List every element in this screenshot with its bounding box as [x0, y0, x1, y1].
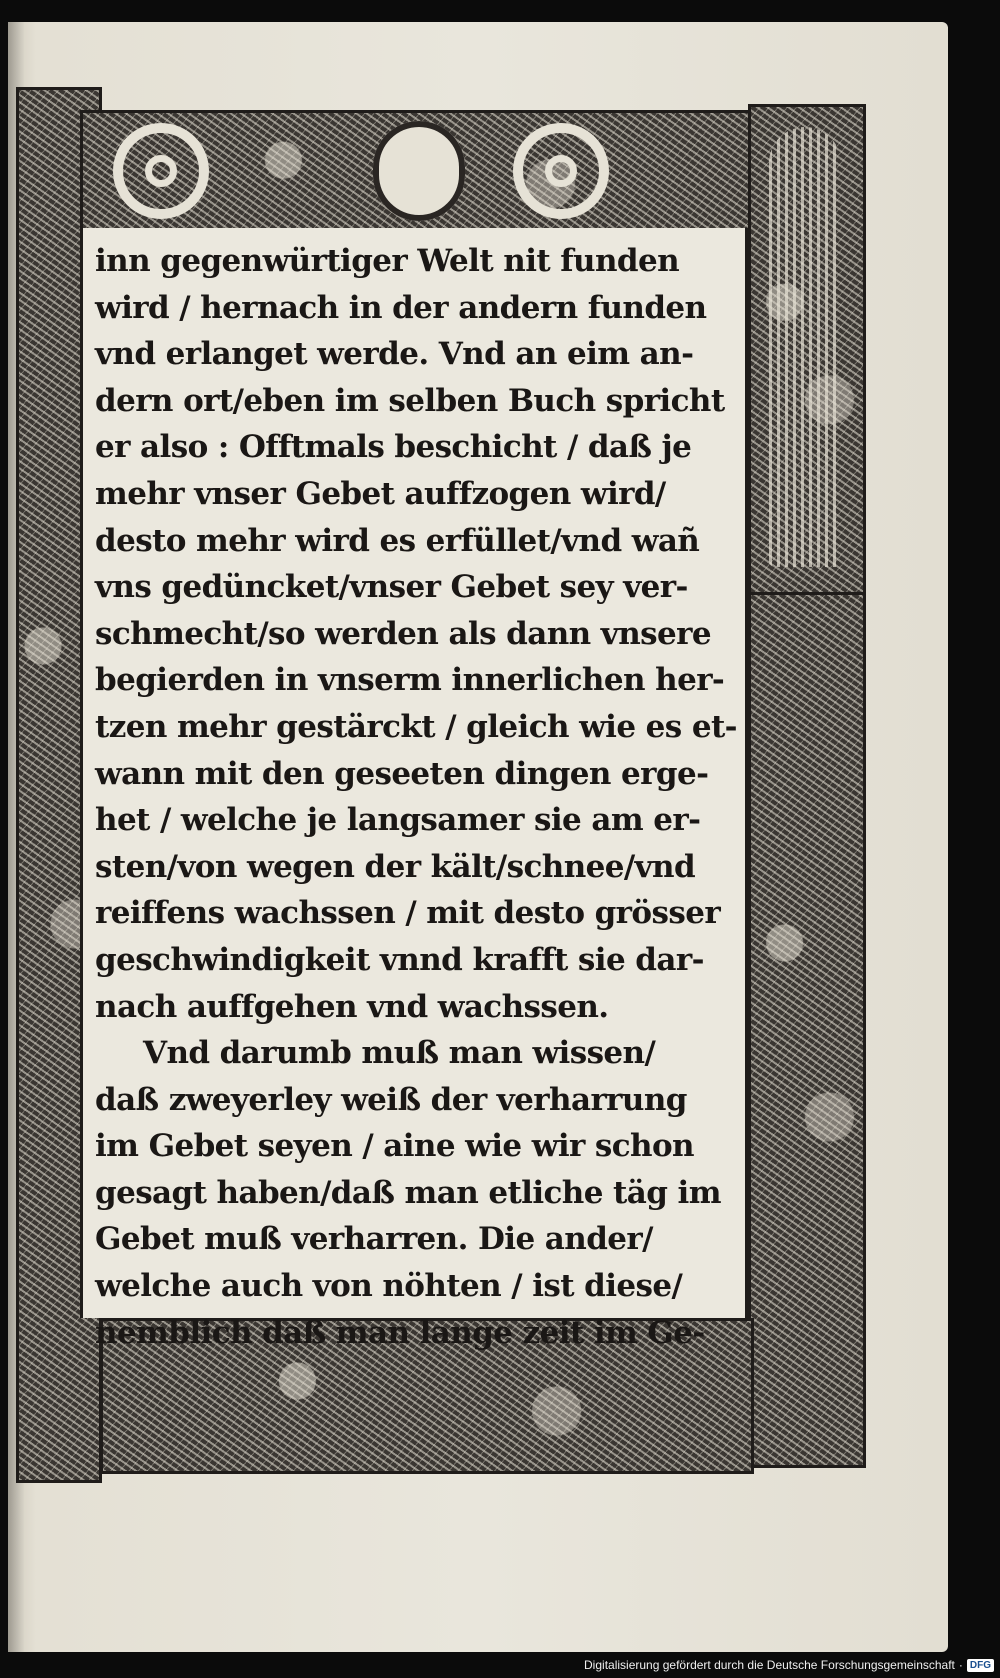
digitization-credit [584, 1658, 994, 1672]
top-woodcut-border [80, 110, 754, 234]
book-page [8, 22, 948, 1652]
text-line: dern ort/eben im selben Buch spricht [95, 382, 725, 419]
right-woodcut-figure-panel [748, 104, 866, 598]
text-line: wann mit den geseeten dingen erge- [95, 755, 709, 792]
left-scroll-ornament [113, 123, 209, 219]
text-line: tzen mehr gestärckt / gleich wie es et- [95, 708, 737, 745]
text-frame [80, 228, 748, 1351]
text-line: gesagt haben/daß man etliche täg im [95, 1174, 721, 1211]
text-line: welche auch von nöhten / ist diese/ [95, 1268, 683, 1305]
text-line: desto mehr wird es erfüllet/vnd wañ [95, 522, 700, 559]
right-woodcut-foliage-panel [748, 592, 866, 1468]
text-line: schmecht/so werden als dann vnsere [95, 615, 711, 652]
dfg-logo: DFG [967, 1659, 994, 1672]
text-line: inn gegenwürtiger Welt nit funden [95, 243, 680, 279]
text-line: Gebet muß verharren. Die ander/ [95, 1221, 653, 1258]
text-line: vnd erlanget werde. Vnd an eim an- [95, 336, 694, 373]
standing-figure-ornament [769, 127, 841, 567]
text-line: nemblich daß man lange zeit im Ge- [95, 1314, 705, 1351]
text-line: im Gebet seyen / aine wie wir schon [95, 1128, 695, 1165]
credit-text: Digitalisierung gefördert durch die Deutsche Forschungsgemeinschaft [584, 1658, 955, 1672]
text-line: sten/von wegen der kält/schnee/vnd [95, 848, 696, 885]
page-text [95, 238, 735, 1356]
text-line: er also : Offtmals beschicht / daß je [95, 429, 692, 466]
text-line: wird / hernach in der andern funden [95, 289, 707, 326]
right-scroll-ornament [513, 123, 609, 219]
text-line: nach auffgehen vnd wachssen. [95, 988, 609, 1025]
credit-separator: · [958, 1658, 963, 1672]
text-line: mehr vnser Gebet auffzogen wird/ [95, 475, 666, 512]
text-line: daß zweyerley weiß der verharrung [95, 1081, 687, 1118]
text-line: het / welche je langsamer sie am er- [95, 802, 701, 839]
text-line: begierden in vnserm innerlichen her- [95, 662, 725, 699]
face-ornament [373, 121, 465, 221]
text-line: vns gedüncket/vnser Gebet sey ver- [95, 569, 688, 606]
text-line: geschwindigkeit vnnd krafft sie dar- [95, 941, 704, 978]
text-line-paragraph-start: Vnd darumb muß man wissen/ [143, 1035, 656, 1072]
text-line: reiffens wachssen / mit desto grösser [95, 895, 721, 932]
